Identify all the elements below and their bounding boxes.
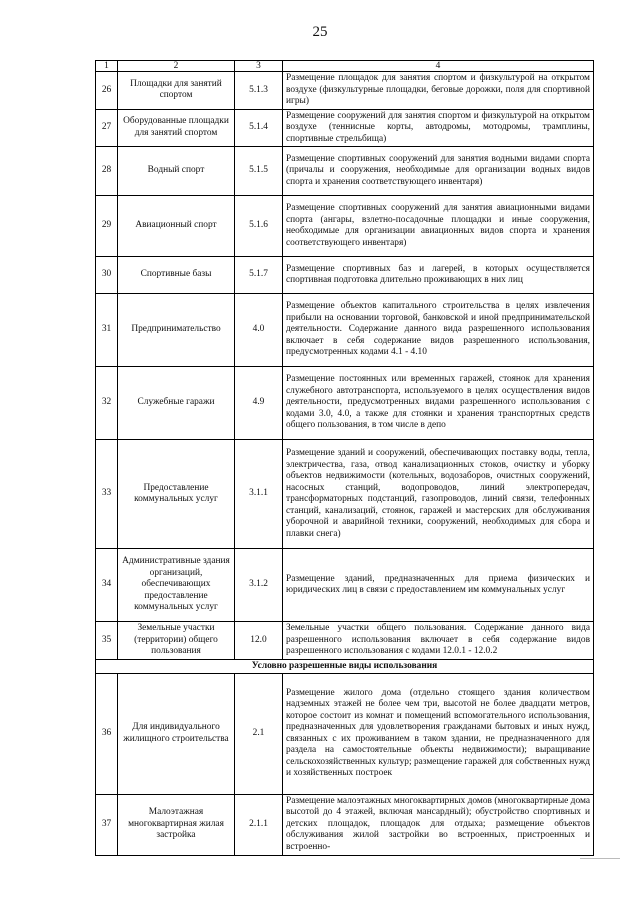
table-row [96,549,594,622]
use-name: Площадки для занятий спортом [118,72,235,110]
row-number: 26 [96,72,118,110]
table-row [96,109,594,147]
table-row [96,794,594,855]
row-number: 28 [96,147,118,196]
table-row [96,72,594,110]
use-description: Размещение зданий и сооружений, обеспечивающих поставку воды, тепла, электричества, газа, отвод канализационных стоков, очистку и уборку объектов недвижимости (котельных, водозаборов, очистных сооружений, насосных станций, водопроводов, линий электропередач, трансформаторных подстанций, газопроводов, линий связи, телефонных станций, канализаций, стоянок, гаражей и мастерских для обслуживания уборочной и аварийной техники, сооружений, необходимых для сбора и плавки снега) [283,440,594,549]
use-code: 2.1.1 [235,794,283,855]
table-row [96,147,594,196]
use-name: Предпринимательство [118,294,235,367]
use-description: Размещение спортивных сооружений для занятия авиационными видами спорта (ангары, взлетно-посадочные площадки и иные сооружения, необходимые для организации авиационных видов спорта и хранения соответствующего инвентаря) [283,196,594,257]
use-code: 5.1.5 [235,147,283,196]
row-number: 33 [96,440,118,549]
table-row [96,196,594,257]
use-description: Размещение спортивных сооружений для занятия водными видами спорта (причалы и сооружения, необходимые для организации водных видов спорта и хранения соответствующего инвентаря) [283,147,594,196]
row-number: 29 [96,196,118,257]
use-code: 5.1.3 [235,72,283,110]
use-name: Водный спорт [118,147,235,196]
row-number: 35 [96,622,118,660]
use-description: Земельные участки общего пользования. Содержание данного вида разрешенного использования включает в себя содержание видов разрешенного использования с кодами 12.0.1 - 12.0.2 [283,622,594,660]
row-number: 27 [96,109,118,147]
row-number: 30 [96,257,118,294]
use-description: Размещение постоянных или временных гаражей, стоянок для хранения служебного автотранспорта, используемого в целях осуществления видов деятельности, предусмотренных видами разрешенного использования с кодами 3.0, 4.0, а также для стоянки и хранения транспортных средств общего пользования, в том числе в депо [283,367,594,440]
use-name: Спортивные базы [118,257,235,294]
row-number: 32 [96,367,118,440]
row-number: 31 [96,294,118,367]
table-row [96,257,594,294]
use-description: Размещение сооружений для занятия спортом и физкультурой на открытом воздухе (теннисные корты, автодромы, мотодромы, трамплины, спортивные стрельбища) [283,109,594,147]
section-title: Условно разрешенные виды использования [96,659,594,673]
header-cell: 2 [118,61,235,72]
use-name: Административные здания организаций, обеспечивающих предоставление коммунальных услуг [118,549,235,622]
table-row [96,622,594,660]
row-number: 36 [96,673,118,794]
row-number: 37 [96,794,118,855]
use-code: 5.1.4 [235,109,283,147]
header-cell: 4 [283,61,594,72]
use-code: 4.0 [235,294,283,367]
use-code: 5.1.6 [235,196,283,257]
use-description: Размещение малоэтажных многоквартирных домов (многоквартирные дома высотой до 4 этажей, включая мансардный); обустройство спортивных и детских площадок, площадок для отдыха; размещение объектов обслуживания жилой застройки во встроенных, пристроенных и встроенно- [283,794,594,855]
section-header-row [96,659,594,673]
page-number: 25 [312,24,328,40]
use-description: Размещение объектов капитального строительства в целях извлечения прибыли на основании торговой, банковской и иной предпринимательской деятельности. Содержание данного вида разрешенного использования включает в себя содержание видов разрешенного использования, предусмотренных кодами 4.1 - 4.10 [283,294,594,367]
use-description: Размещение спортивных баз и лагерей, в которых осуществляется спортивная подготовка длительно проживающих в них лиц [283,257,594,294]
table-row [96,367,594,440]
use-code: 3.1.1 [235,440,283,549]
use-code: 3.1.2 [235,549,283,622]
header-cell: 1 [96,61,118,72]
use-code: 2.1 [235,673,283,794]
use-name: Малоэтажная многоквартирная жилая застройка [118,794,235,855]
use-name: Оборудованные площадки для занятий спортом [118,109,235,147]
use-description: Размещение зданий, предназначенных для приема физических и юридических лиц в связи с предоставлением им коммунальных услуг [283,549,594,622]
use-code: 4.9 [235,367,283,440]
table-row [96,294,594,367]
table-header-row [96,61,594,72]
use-name: Авиационный спорт [118,196,235,257]
table-row [96,440,594,549]
header-cell: 3 [235,61,283,72]
use-code: 5.1.7 [235,257,283,294]
use-description: Размещение площадок для занятия спортом и физкультурой на открытом воздухе (физкультурные площадки, беговые дорожки, поля для спортивной игры) [283,72,594,110]
use-name: Служебные гаражи [118,367,235,440]
land-use-table [95,60,594,856]
scan-mark [580,858,620,859]
use-code: 12.0 [235,622,283,660]
row-number: 34 [96,549,118,622]
use-name: Земельные участки (территории) общего пользования [118,622,235,660]
use-name: Предоставление коммунальных услуг [118,440,235,549]
use-description: Размещение жилого дома (отдельно стоящего здания количеством надземных этажей не более чем три, высотой не более двадцати метров, которое состоит из комнат и помещений вспомогательного использования, предназначенных для удовлетворения гражданами бытовых и иных нужд, связанных с их проживанием в таком здании, не предназначенного для раздела на самостоятельные объекты недвижимости); выращивание сельскохозяйственных культур; размещение гаражей для собственных нужд и хозяйственных построек [283,673,594,794]
table-row [96,673,594,794]
use-name: Для индивидуального жилищного строительства [118,673,235,794]
